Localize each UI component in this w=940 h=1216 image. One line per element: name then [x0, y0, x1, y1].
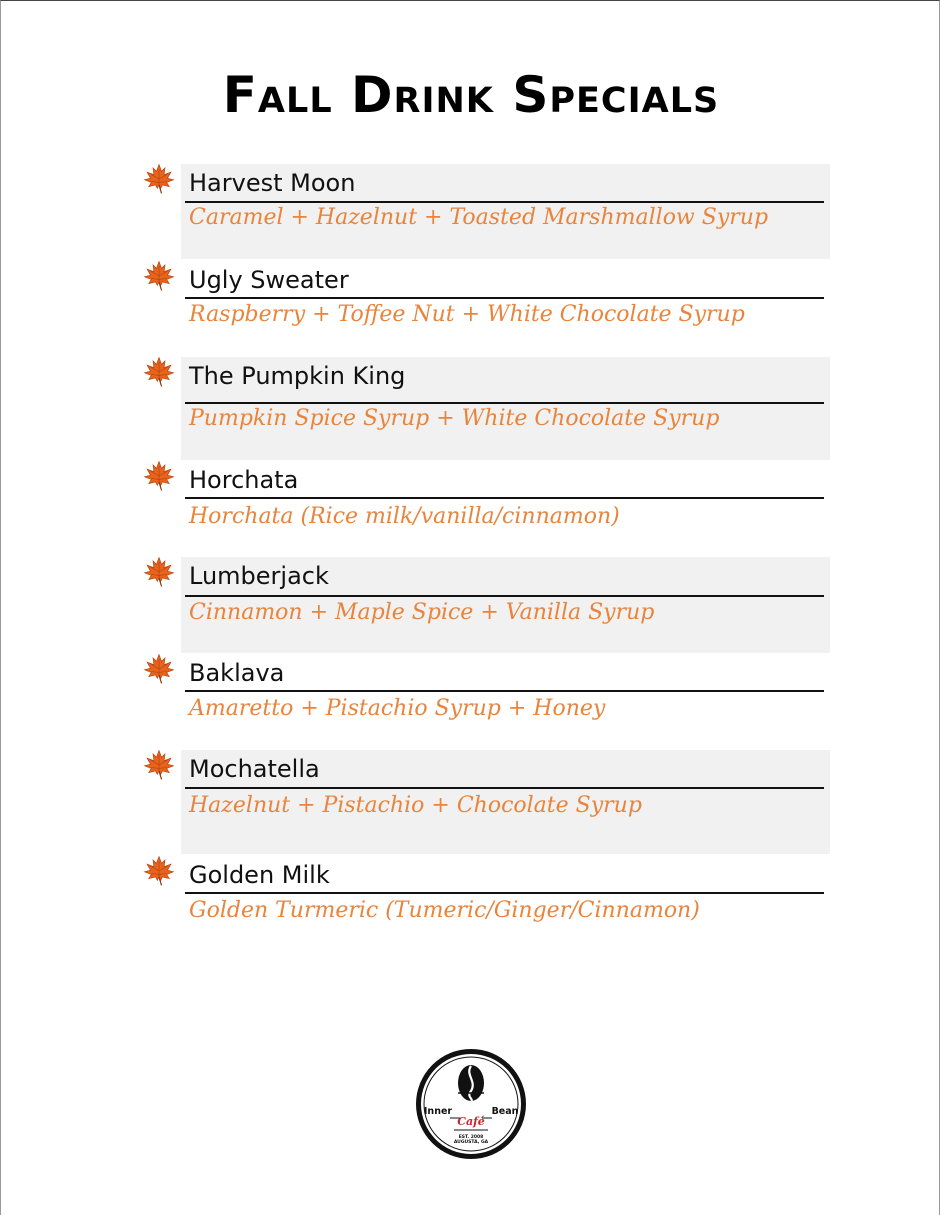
drink-description: Cinnamon + Maple Spice + Vanilla Syrup — [189, 600, 655, 625]
drink-name: Lumberjack — [189, 562, 329, 590]
page-title: Fall Drink Specials — [222, 66, 720, 124]
logo-script-word: Café — [457, 1115, 485, 1128]
divider — [185, 497, 824, 499]
drink-name: Mochatella — [189, 755, 320, 783]
logo-est: EST. 2008 — [458, 1135, 484, 1140]
drink-name: Golden Milk — [189, 861, 330, 889]
drink-description: Hazelnut + Pistachio + Chocolate Syrup — [189, 793, 642, 818]
drink-name: The Pumpkin King — [189, 362, 406, 390]
drink-description: Caramel + Hazelnut + Toasted Marshmallow Syrup — [189, 205, 769, 230]
maple-leaf-icon — [142, 259, 176, 293]
maple-leaf-icon — [142, 854, 176, 888]
drink-name: Ugly Sweater — [189, 266, 349, 294]
maple-leaf-icon — [142, 162, 176, 196]
divider — [185, 402, 824, 404]
drink-name: Harvest Moon — [189, 169, 356, 197]
inner-bean-cafe-logo — [414, 1047, 528, 1161]
maple-leaf-icon — [142, 555, 176, 589]
divider — [185, 690, 824, 692]
maple-leaf-icon — [142, 652, 176, 686]
maple-leaf-icon — [142, 355, 176, 389]
divider — [185, 595, 824, 597]
maple-leaf-icon — [142, 459, 176, 493]
drink-description: Pumpkin Spice Syrup + White Chocolate Syrup — [189, 406, 720, 431]
logo-word-left: Inner — [423, 1106, 453, 1117]
coffee-bean-icon — [458, 1065, 484, 1101]
drink-description: Raspberry + Toffee Nut + White Chocolate Syrup — [189, 302, 745, 327]
divider — [185, 787, 824, 789]
logo-location: AUGUSTA, GA — [453, 1140, 489, 1145]
divider — [185, 892, 824, 894]
divider — [185, 297, 824, 299]
logo-word-right: Bean — [491, 1106, 519, 1117]
drink-description: Horchata (Rice milk/vanilla/cinnamon) — [189, 504, 620, 529]
drink-description: Golden Turmeric (Tumeric/Ginger/Cinnamon) — [189, 898, 700, 923]
drink-list — [1, 1, 940, 1001]
maple-leaf-icon — [142, 748, 176, 782]
drink-name: Baklava — [189, 659, 285, 687]
drink-name: Horchata — [189, 466, 299, 494]
drink-description: Amaretto + Pistachio Syrup + Honey — [189, 696, 606, 721]
divider — [185, 201, 824, 203]
